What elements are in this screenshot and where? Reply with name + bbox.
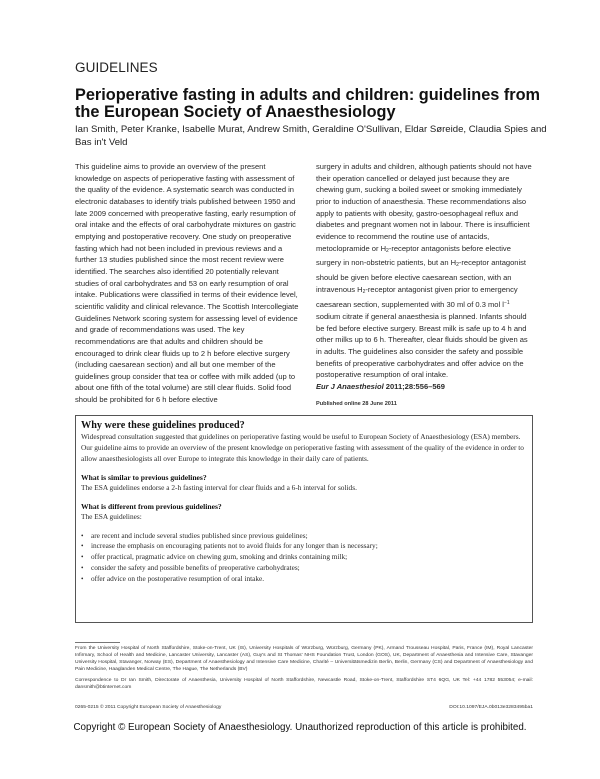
published-online-date: Published online 28 June 2011 <box>316 401 397 407</box>
similar-text: The ESA guidelines endorse a 2-h fasting interval for clear fluids and a 6-h interval for solids. <box>81 482 357 492</box>
box-heading: Why were these guidelines produced? <box>81 420 245 431</box>
abstract-text-segment: surgery in adults and children, although patients should not have their operation cancelled or delayed just because they are chewing gum, sucking a boiled sweet or smoking immediately prior to induction of anaesthesia. These recommendations also apply to patients with obesity, gastro-oesophageal reflux and diabetes and pregnant women not in labour. There is insufficient evidence to recommend the routine use of antacids, metoclopramide or H <box>316 162 532 253</box>
bullet-icon: • <box>81 531 84 540</box>
list-item <box>81 574 527 585</box>
abstract-text-segment: -receptor antagonist given prior to emergency caesarean section, supplemented with 30 ml of 0.3 mol l <box>316 284 518 310</box>
bullet-icon: • <box>81 542 84 551</box>
list-item <box>81 552 527 563</box>
list-item <box>81 563 527 574</box>
correspondence: Correspondence to Dr Ian Smith, Directorate of Anaesthesia, University Hospital of North Staffordshire, Newcastle Road, Stoke-on-Trent, Staffordshire ST4 6QG, UK Tel: +44 1782 553054; e-mail: dansmith@btinternet.com <box>75 677 533 690</box>
footer-line <box>75 705 533 710</box>
bullet-icon: • <box>81 553 84 562</box>
subscript: 2 <box>456 262 459 269</box>
abstract-right-column <box>316 161 534 392</box>
list-item-text: consider the safety and possible benefits of preoperative carbohydrates; <box>91 563 300 573</box>
abstract-text-segment: -receptor antagonist should be given before elective caesarean section, with an intravenous H <box>316 258 527 294</box>
key-points-box <box>75 415 533 623</box>
doi[interactable]: DOI:10.1097/EJA.0b013e3283495ba1 <box>449 705 533 710</box>
list-item-text: are recent and include several studies published since previous guidelines; <box>91 530 308 540</box>
abstract-left-column <box>75 161 303 406</box>
citation-journal: Eur J Anaesthesiol <box>316 381 384 391</box>
bullet-icon: • <box>81 575 84 584</box>
box-paragraph-1: Widespread consultation suggested that guidelines on perioperative fasting would be useful to European Society of Anaesthesiology (ESA) members. <box>81 432 521 441</box>
citation-reference: 2011;28:556–569 <box>383 381 445 391</box>
abstract-text-segment: -receptor antagonists before elective surgery in non-obstetric patients, but an H <box>316 243 511 268</box>
subscript: 2 <box>386 247 389 254</box>
similar-heading: What is similar to previous guidelines? <box>81 472 207 482</box>
superscript: −1 <box>503 300 510 307</box>
abstract-text-segment: sodium citrate if general anaesthesia is planned. Infants should be fed before elective surgery. Breast milk is safe up to 4 h and other milks up to 6 h. Thereafter, clear fluids should be given as in adults. The guidelines also consider the safety and possible benefits of preoperative carbohydrates and offer advice on the postoperative resumption of oral intake. <box>316 311 528 380</box>
footnotes <box>75 645 533 695</box>
list-item <box>81 531 527 542</box>
list-item-text: increase the emphasis on encouraging patients not to avoid fluids for any longer than is necessary; <box>91 541 378 551</box>
author-list: Ian Smith, Peter Kranke, Isabelle Murat, Andrew Smith, Geraldine O'Sullivan, Eldar Søreide, Claudia Spies and Bas in't Veld <box>75 124 547 148</box>
abstract-text-right <box>316 161 534 381</box>
list-item-text: offer advice on the postoperative resumption of oral intake. <box>91 574 265 584</box>
affiliations: From the University Hospital of North Staffordshire, Stoke-on-Trent, UK (IS), University Hospitals of Würzburg, Würzburg, Germany (PK), Armand Trousseau Hospital, Paris, France (IM), Royal Lancaster Infirmary, School of Health and Medicine, Lancaster University, Lancaster (AS), Guy's and St Thomas' NHS Foundation Trust, London (GOS), UK, Department of Anaesthesia and Intensive Care, Stavanger University Hospital, Stavanger, Norway (ES), Department of Anaesthesiology and Intensive Care Medicine, Charité – Universitätsmedizin Berlin, Berlin, Germany (CS) and Department of Anaesthesiology and Pain Medicine, Haaglanden Medical Centre, The Hague, The Netherlands (BV) <box>75 646 533 673</box>
abstract-text-left: This guideline aims to provide an overview of the present knowledge on aspects of perioperative fasting with assessment of the quality of the evidence. A systematic search was conducted in electronic databases to identify trials published between 1950 and late 2009 concerned with preoperative fasting, early resumption of oral intake and the effects of oral carbohydrate mixtures on gastric emptying and postoperative recovery. One study on preoperative fasting which had not been included in previous reviews and a further 13 studies published since the most recent review were identified. The searches also identified 20 potentially relevant studies of oral carbohydrates and 53 on early resumption of oral intake. Publications were classified in terms of their evidence level, scientific validity and clinical relevance. The Scottish Intercollegiate Guidelines Network scoring system for assessing level of evidence and grade of recommendations was used. The key recommendations are that adults and children should be encouraged to drink clear fluids up to 2 h before elective surgery (including caesarean section) and all but one member of the guidelines group consider that tea or coffee with milk added (up to about one fifth of the total volume) are still clear fluids. Solid food should be prohibited for 6 h before elective <box>75 162 299 405</box>
list-item-text: offer practical, pragmatic advice on chewing gum, smoking and drinks containing milk; <box>91 552 348 562</box>
bullet-icon: • <box>81 564 84 573</box>
list-item <box>81 541 527 552</box>
different-intro: The ESA guidelines: <box>81 511 142 521</box>
box-paragraph-2: Our guideline aims to provide an overview of the present knowledge on perioperative fasting with assessment of the quality of the evidence in order to allow anaesthesiologists all over Europe to integrate this knowledge in their daily care of patients. <box>81 442 524 463</box>
section-label: GUIDELINES <box>75 60 158 75</box>
article-title: Perioperative fasting in adults and children: guidelines from the European Society of Anaesthesiology <box>75 86 541 121</box>
different-heading: What is different from previous guidelines? <box>81 501 222 511</box>
subscript: 2 <box>362 288 366 295</box>
differences-list <box>81 531 527 586</box>
issn-copyright: 0265-0215 © 2011 Copyright European Society of Anaesthesiology <box>75 705 222 710</box>
copyright-banner: Copyright © European Society of Anaesthesiology. Unauthorized reproduction of this article is prohibited. <box>73 722 527 733</box>
footnote-divider <box>75 642 120 643</box>
citation <box>316 381 534 393</box>
